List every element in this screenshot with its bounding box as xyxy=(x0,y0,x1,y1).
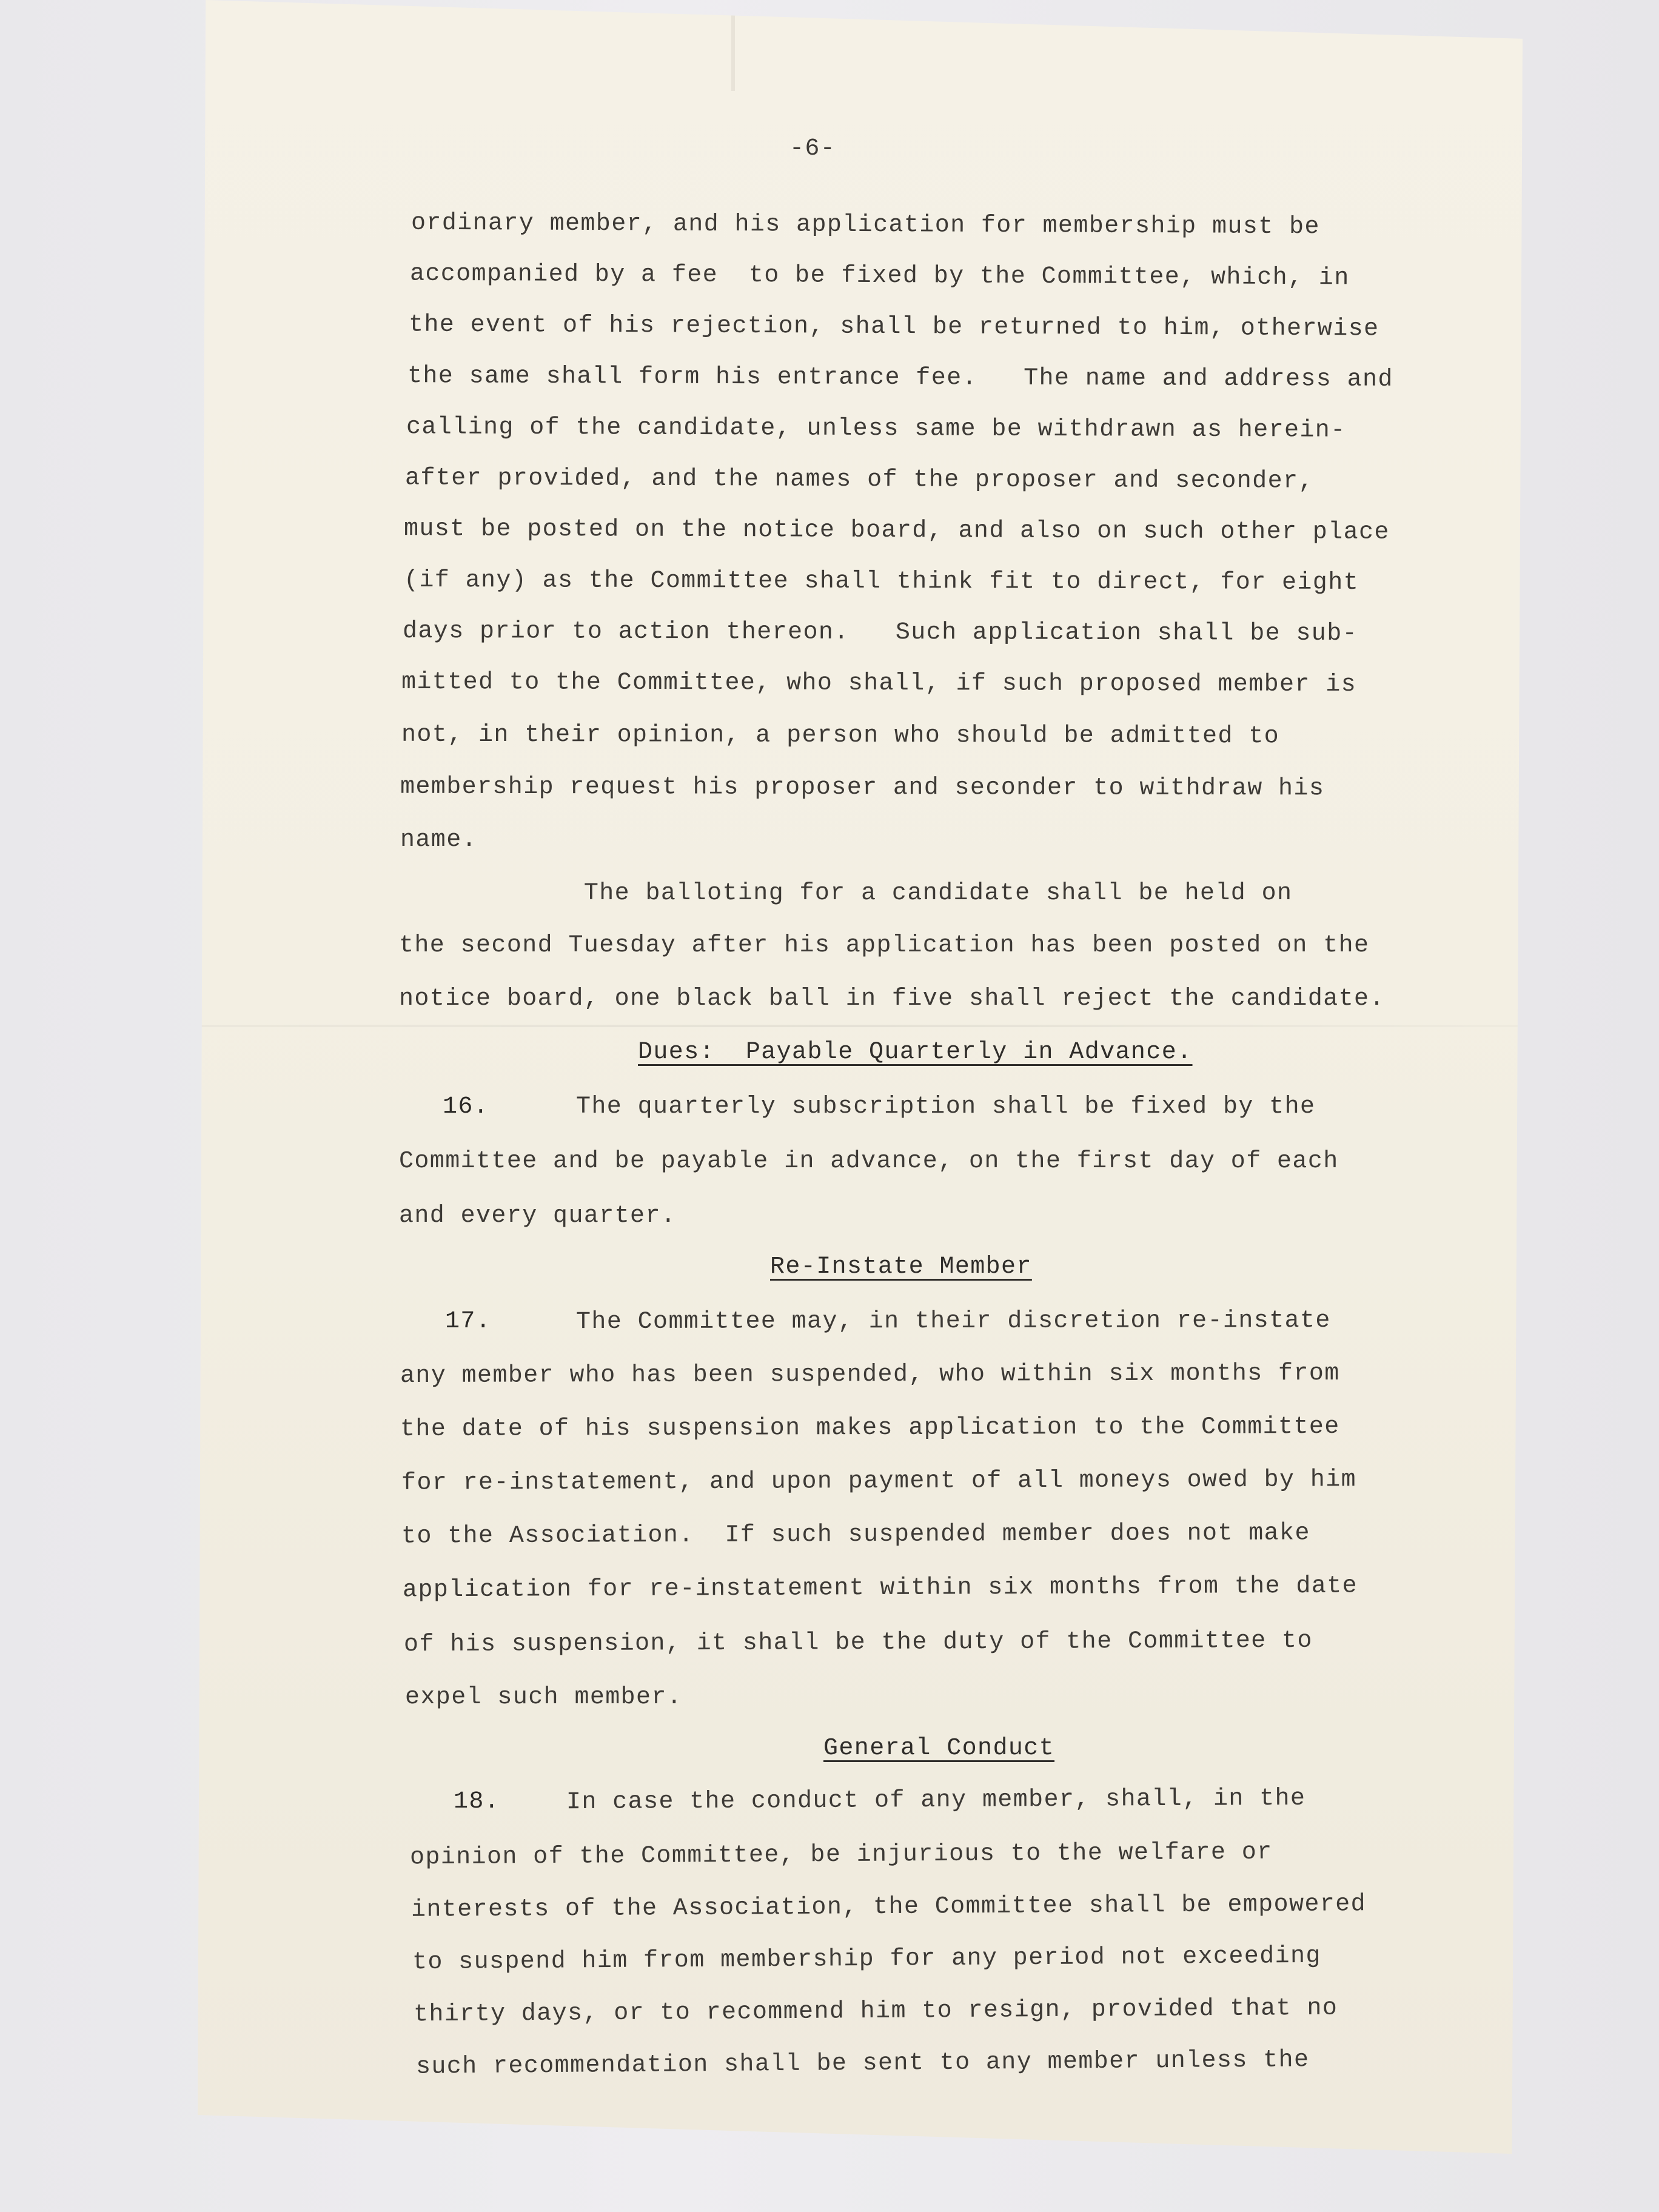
text-line: opinion of the Committee, be injurious to the welfare or xyxy=(409,1838,1273,1872)
text-line: the same shall form his entrance fee. The name and address and xyxy=(407,363,1393,394)
text-line: Committee and be payable in advance, on the first day of each xyxy=(399,1148,1339,1175)
text-line: not, in their opinion, a person who should be admitted to xyxy=(401,721,1280,751)
text-line: days prior to action thereon. Such application shall be sub- xyxy=(402,617,1358,648)
text-line: ordinary member, and his application for membership must be xyxy=(411,209,1320,241)
text-line: membership request his proposer and seconder to withdraw his xyxy=(400,773,1325,803)
text-line: application for re-instatement within six months from the date xyxy=(402,1572,1358,1604)
text-line: thirty days, or to recommend him to resign, provided that no xyxy=(413,1994,1338,2029)
section-heading: Re-Instate Member xyxy=(770,1253,1032,1281)
text-line: interests of the Association, the Committee shall be empowered xyxy=(411,1891,1367,1924)
section-number: 16. xyxy=(443,1093,489,1121)
text-line: In case the conduct of any member, shall, in the xyxy=(566,1785,1306,1817)
text-line: mitted to the Committee, who shall, if such proposed member is xyxy=(401,668,1357,699)
text-line: expel such member. xyxy=(405,1684,683,1711)
paper-fold xyxy=(198,1025,1523,1027)
text-line: the date of his suspension makes application to the Committee xyxy=(400,1413,1340,1444)
text-line: accompanied by a fee to be fixed by the Committee, which, in xyxy=(409,260,1350,292)
text-line: to suspend him from membership for any period not exceeding xyxy=(412,1942,1321,1977)
text-line: for re-instatement, and upon payment of all moneys owed by him xyxy=(401,1466,1357,1497)
text-line: notice board, one black ball in five shall reject the candidate. xyxy=(399,985,1385,1013)
section-number: 17. xyxy=(445,1308,492,1335)
text-line: to the Association. If such suspended member does not make xyxy=(401,1520,1310,1550)
paper-tear xyxy=(731,0,735,91)
page-number: -6- xyxy=(789,135,836,163)
text-line: The Committee may, in their discretion re-instate xyxy=(575,1307,1331,1336)
text-line: The quarterly subscription shall be fixed by the xyxy=(576,1093,1316,1121)
text-line: (if any) as the Committee shall think fit to direct, for eight xyxy=(403,566,1359,597)
text-line: any member who has been suspended, who within six months from xyxy=(400,1359,1340,1390)
section-heading: Dues: Payable Quarterly in Advance. xyxy=(638,1039,1193,1066)
text-line: the event of his rejection, shall be returned to him, otherwise xyxy=(408,311,1379,343)
text-line: The balloting for a candidate shall be held on xyxy=(399,880,1293,907)
text-line: after provided, and the names of the proposer and seconder, xyxy=(404,464,1314,495)
text-line: calling of the candidate, unless same be withdrawn as herein- xyxy=(406,414,1346,444)
text-line: and every quarter. xyxy=(399,1202,677,1230)
text-line: of his suspension, it shall be the duty of the Committee to xyxy=(403,1627,1313,1659)
text-line: such recommendation shall be sent to any member unless the xyxy=(415,2046,1310,2081)
section-number: 18. xyxy=(454,1788,500,1815)
text-line: the second Tuesday after his application has been posted on the xyxy=(399,932,1370,959)
text-line: must be posted on the notice board, and also on such other place xyxy=(403,515,1390,546)
section-heading: General Conduct xyxy=(823,1735,1055,1762)
text-line: name. xyxy=(400,826,478,854)
